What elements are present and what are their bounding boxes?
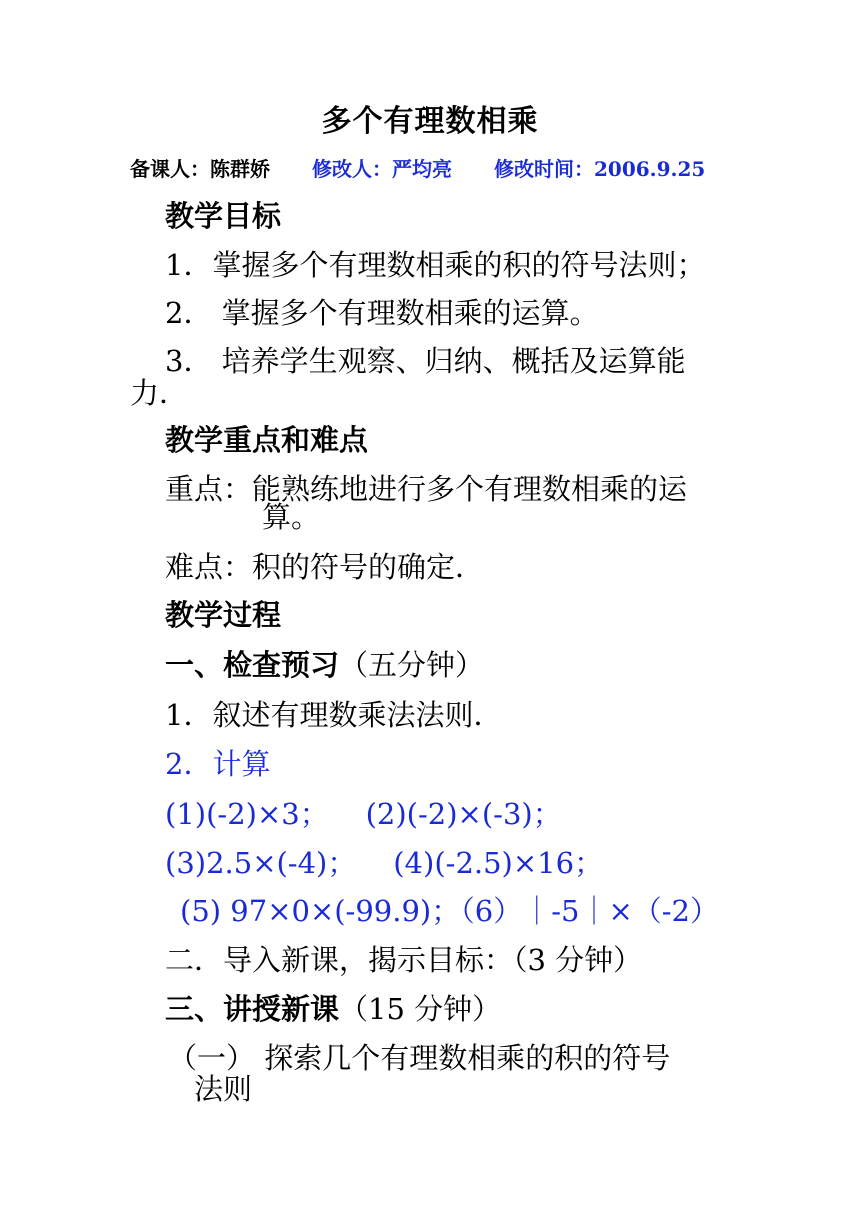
step-3-title: 三、讲授新课 [165,992,340,1026]
objective-item-3-line-2: 力． [130,376,189,410]
review-item-1: 1．叙述有理数乘法法则． [165,698,503,732]
objective-item-1: 1．掌握多个有理数相乘的积的符号法则； [165,248,706,282]
objective-item-3-line-1: 3． 培养学生观察、归纳、概括及运算能 [165,344,686,378]
calc-row-1: (1)(-2)×3； (2)(-2)×(-3)； [165,797,562,831]
calc-row-2: (3)2.5×(-4)； (4)(-2.5)×16； [165,846,604,880]
process-heading: 教学过程 [165,598,282,632]
step-1 [165,648,484,682]
key-point-line-1: 重点：能熟练地进行多个有理数相乘的运 [165,472,688,506]
review-item-2: 2．计算 [165,747,271,781]
editor-label: 修改人：严均亮 [312,157,452,181]
edit-time-label: 修改时间：2006.9.25 [494,157,706,181]
sub-section-1-line-1: （一） 探索几个有理数相乘的积的符号 [168,1041,671,1075]
difficulty-line: 难点：积的符号的确定． [165,550,485,584]
author-info [130,153,770,182]
sub-section-1-line-2: 法则 [194,1072,253,1106]
step-2: 二．导入新课，揭示目标：（3 分钟） [165,943,643,977]
step-3-time: （15 分钟） [339,992,502,1026]
step-1-title: 一、检查预习 [165,648,340,682]
page-title: 多个有理数相乘 [321,104,539,139]
step-3 [165,992,501,1026]
objective-item-2: 2． 掌握多个有理数相乘的运算。 [165,296,599,330]
step-1-time: （五分钟） [339,648,485,682]
objectives-heading: 教学目标 [165,199,282,233]
key-point-line-2: 算。 [262,500,321,534]
key-points-heading: 教学重点和难点 [165,423,369,457]
preparer-label: 备课人：陈群娇 [130,157,270,181]
calc-row-3: (5) 97×0×(-99.9)；（6）｜-5｜×（-2） [180,894,719,928]
